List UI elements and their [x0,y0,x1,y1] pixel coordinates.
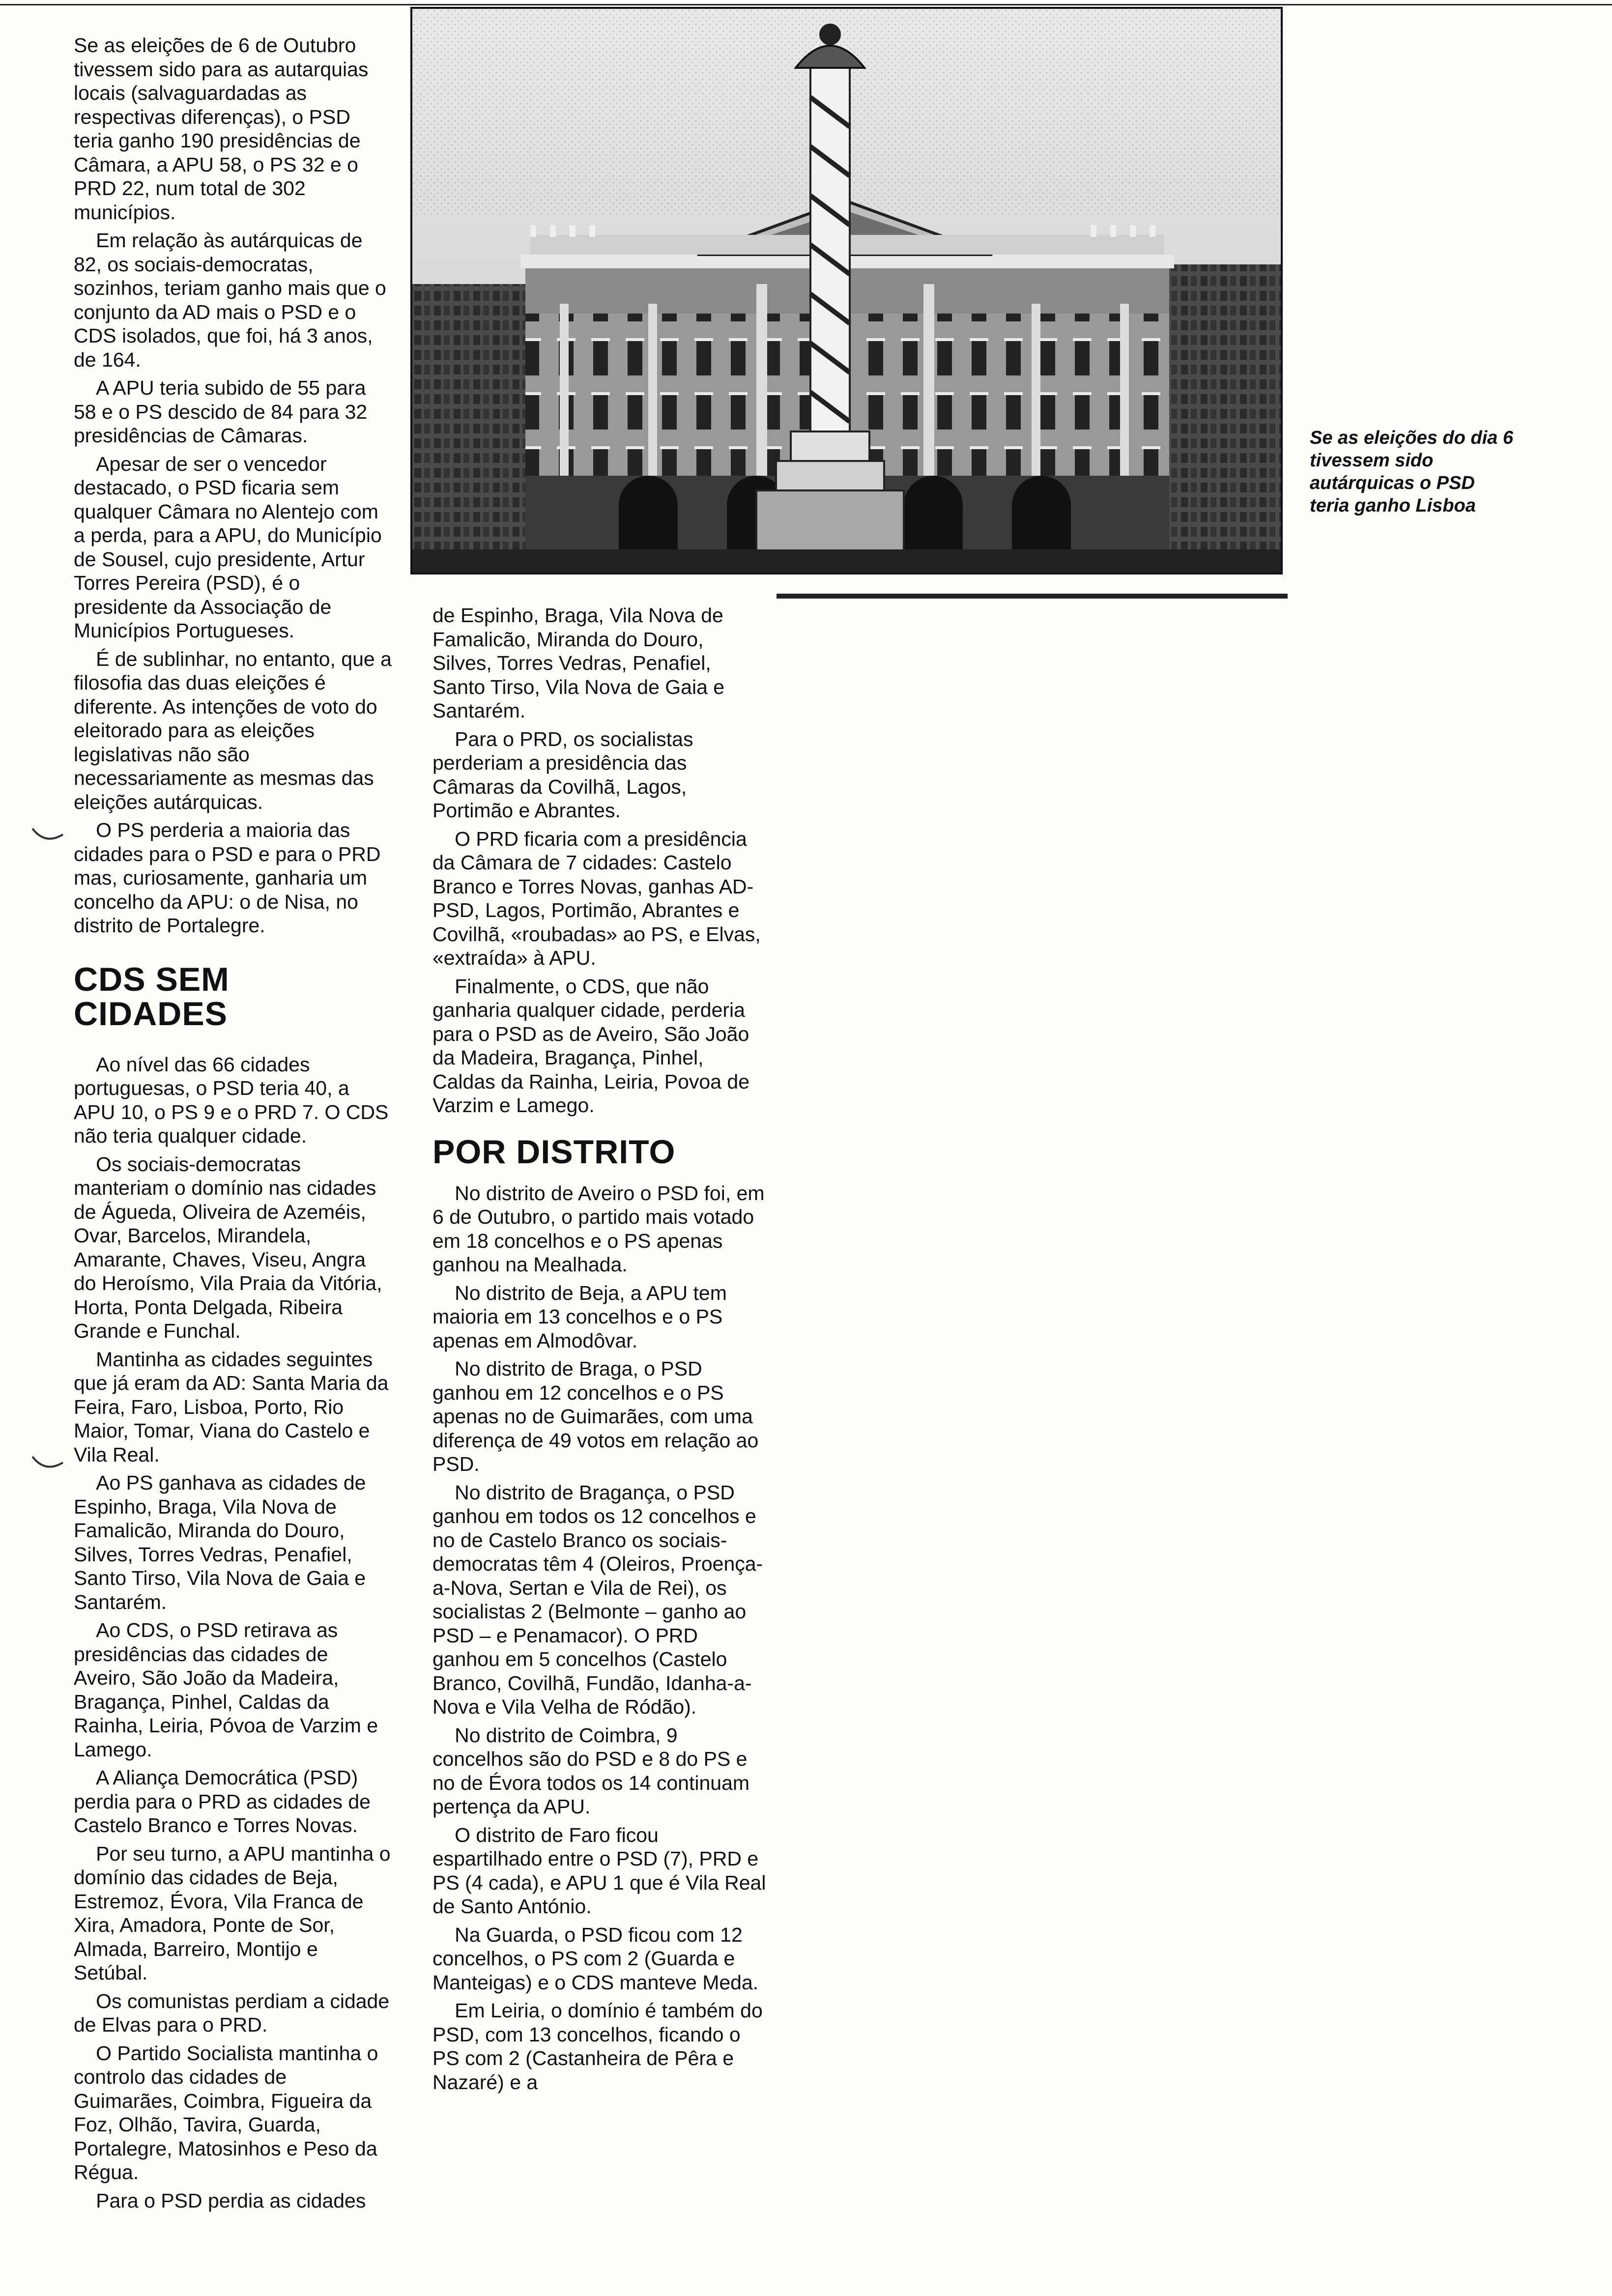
paragraph: Os comunistas perdiam a cidade de Elvas para o PRD. [74,1989,390,2036]
paragraph: No distrito de Aveiro o PSD foi, em 6 de Outubro, o partido mais votado em 18 concelhos e o PS apenas ganhou na Mealhada. [432,1181,765,1276]
left-column [74,33,392,2217]
city-hall-illustration [412,9,1281,573]
section-heading-cds: CDS SEM CIDADES [74,960,230,1033]
intro-section [74,33,392,938]
paragraph: No distrito de Coimbra, 9 concelhos são do PSD e 8 do PS e no de Évora todos os 14 continuam pertença da APU. [432,1723,750,1818]
margin-curve-mark [30,1454,65,1473]
paragraph: No distrito de Beja, a APU tem maioria em 13 concelhos e o PS apenas em Almodôvar. [432,1281,727,1352]
paragraph: Finalmente, o CDS, que não ganharia qualquer cidade, perderia para o PSD as de Aveiro, São João da Madeira, Bragança, Pinhel, Caldas da Rainha, Leiria, Povoa de Varzim e Lamego. [432,975,750,1117]
paragraph: Para o PRD, os socialistas perderiam a presidência das Câmaras da Covilhã, Lagos, Portimão e Abrantes. [432,727,693,822]
paragraph: Os sociais-democratas manteriam o domínio nas cidades de Águeda, Oliveira de Azeméis, Ovar, Barcelos, Mirandela, Amarante, Chaves, Viseu, Angra do Heroísmo, Vila Praia da Vitória, Horta, Ponta Delgada, Ribeira Grande e Funchal. [74,1152,382,1342]
paragraph: No distrito de Bragança, o PSD ganhou em todos os 12 concelhos e no de Castelo Branco os sociais-democratas têm 4 (Oleiros, Proença-a-Nova, Sertan e Vila de Rei), os socialistas 2 (Belmonte – ganho ao PSD – e Penamacor). O PRD ganhou em 5 concelhos (Castelo Branco, Covilhã, Fundão, Idanha-a-Nova e Vila Velha de Ródão). [432,1481,763,1718]
top-rule [0,4,1612,5]
paragraph: Apesar de ser o vencedor destacado, o PSD ficaria sem qualquer Câmara no Alentejo com a perda, para a APU, do Município de Sousel, cujo presidente, Artur Torres Pereira (PSD), é o presidente da Associação de Municípios Portugueses. [74,452,382,642]
cds-section [74,1053,392,2213]
paragraph: Ao CDS, o PSD retirava as presidências das cidades de Aveiro, São João da Madeira, Bragança, Pinhel, Caldas da Rainha, Leiria, Póvoa de Varzim e Lamego. [74,1619,378,1761]
paragraph: O Partido Socialista mantinha o controlo das cidades de Guimarães, Coimbra, Figueira da Foz, Olhão, Tavira, Guarda, Portalegre, Matosinhos e Peso da Régua. [74,2041,378,2183]
paragraph: de Espinho, Braga, Vila Nova de Famalicão, Miranda do Douro, Silves, Torres Vedras, Penafiel, Santo Tirso, Vila Nova de Gaia e Santarém. [432,604,725,722]
paragraph: O PS perderia a maioria das cidades para o PSD e para o PRD mas, curiosamente, ganharia um concelho da APU: o de Nisa, no distrito de Portalegre. [74,819,381,937]
paragraph: Em Leiria, o domínio é também do PSD, com 13 concelhos, ficando o PS com 2 (Castanheira de Pêra e Nazaré) e a [432,1999,763,2094]
section-heading-distrito: POR DISTRITO [432,1133,676,1171]
paragraph: Para o PSD perdia as cidades [96,2189,366,2212]
paragraph: Mantinha as cidades seguintes que já eram da AD: Santa Maria da Feira, Faro, Lisboa, Porto, Rio Maior, Tomar, Viana do Castelo e Vila Real. [74,1348,389,1466]
paragraph: A Aliança Democrática (PSD) perdia para o PRD as cidades de Castelo Branco e Torres Novas. [74,1766,371,1837]
paragraph: Ao PS ganhava as cidades de Espinho, Braga, Vila Nova de Famalicão, Miranda do Douro, Silves, Torres Vedras, Penafiel, Santo Tirso, Vila Nova de Gaia e Santarém. [74,1471,366,1613]
margin-curve-mark [30,826,65,845]
paragraph: O distrito de Faro ficou espartilhado entre o PSD (7), PRD e PS (4 cada), e APU 1 que é Vila Real de Santo António. [432,1823,766,1918]
paragraph: No distrito de Braga, o PSD ganhou em 12 concelhos e o PS apenas no de Guimarães, com uma diferença de 49 votos em relação ao PSD. [432,1357,759,1475]
paragraph: Em relação às autárquicas de 82, os sociais-democratas, sozinhos, teriam ganho mais que o conjunto da AD mais o PSD e o CDS isolados, que foi, há 3 anos, de 164. [74,229,386,371]
caption-rule [777,594,1288,599]
middle-column [432,603,767,2098]
paragraph: Ao nível das 66 cidades portuguesas, o PSD teria 40, a APU 10, o PS 9 e o PRD 7. O CDS não teria qualquer cidade. [74,1053,389,1147]
paragraph: A APU teria subido de 55 para 58 e o PS descido de 84 para 32 presidências de Câmaras. [74,376,368,447]
paragraph: O PRD ficaria com a presidência da Câmara de 7 cidades: Castelo Branco e Torres Novas, ganhas AD-PSD, Lagos, Portimão, Abrantes e Covilhã, «roubadas» ao PS, e Elvas, «extraída» à APU. [432,827,761,969]
city-hall-photo [410,7,1283,574]
paragraph: É de sublinhar, no entanto, que a filosofia das duas eleições é diferente. As intenções de voto do eleitorado para as eleições legislativas não são necessariamente as mesmas das eleições autárquicas. [74,647,392,813]
photo-caption: Se as eleições do dia 6 tivessem sido autárquicas o PSD teria ganho Lisboa [1310,428,1513,516]
paragraph: Se as eleições de 6 de Outubro tivessem sido para as autarquias locais (salvaguardadas as respectivas diferenças), o PSD teria ganho 190 presidências de Câmara, a APU 58, o PS 32 e o PRD 22, num total de 302 municípios. [74,34,369,224]
paragraph: Por seu turno, a APU mantinha o domínio das cidades de Beja, Estremoz, Évora, Vila Franca de Xira, Amadora, Ponte de Sor, Almada, Barreiro, Montijo e Setúbal. [74,1842,391,1984]
paragraph: Na Guarda, o PSD ficou com 12 concelhos, o PS com 2 (Guarda e Manteigas) e o CDS manteve Meda. [432,1923,759,1994]
